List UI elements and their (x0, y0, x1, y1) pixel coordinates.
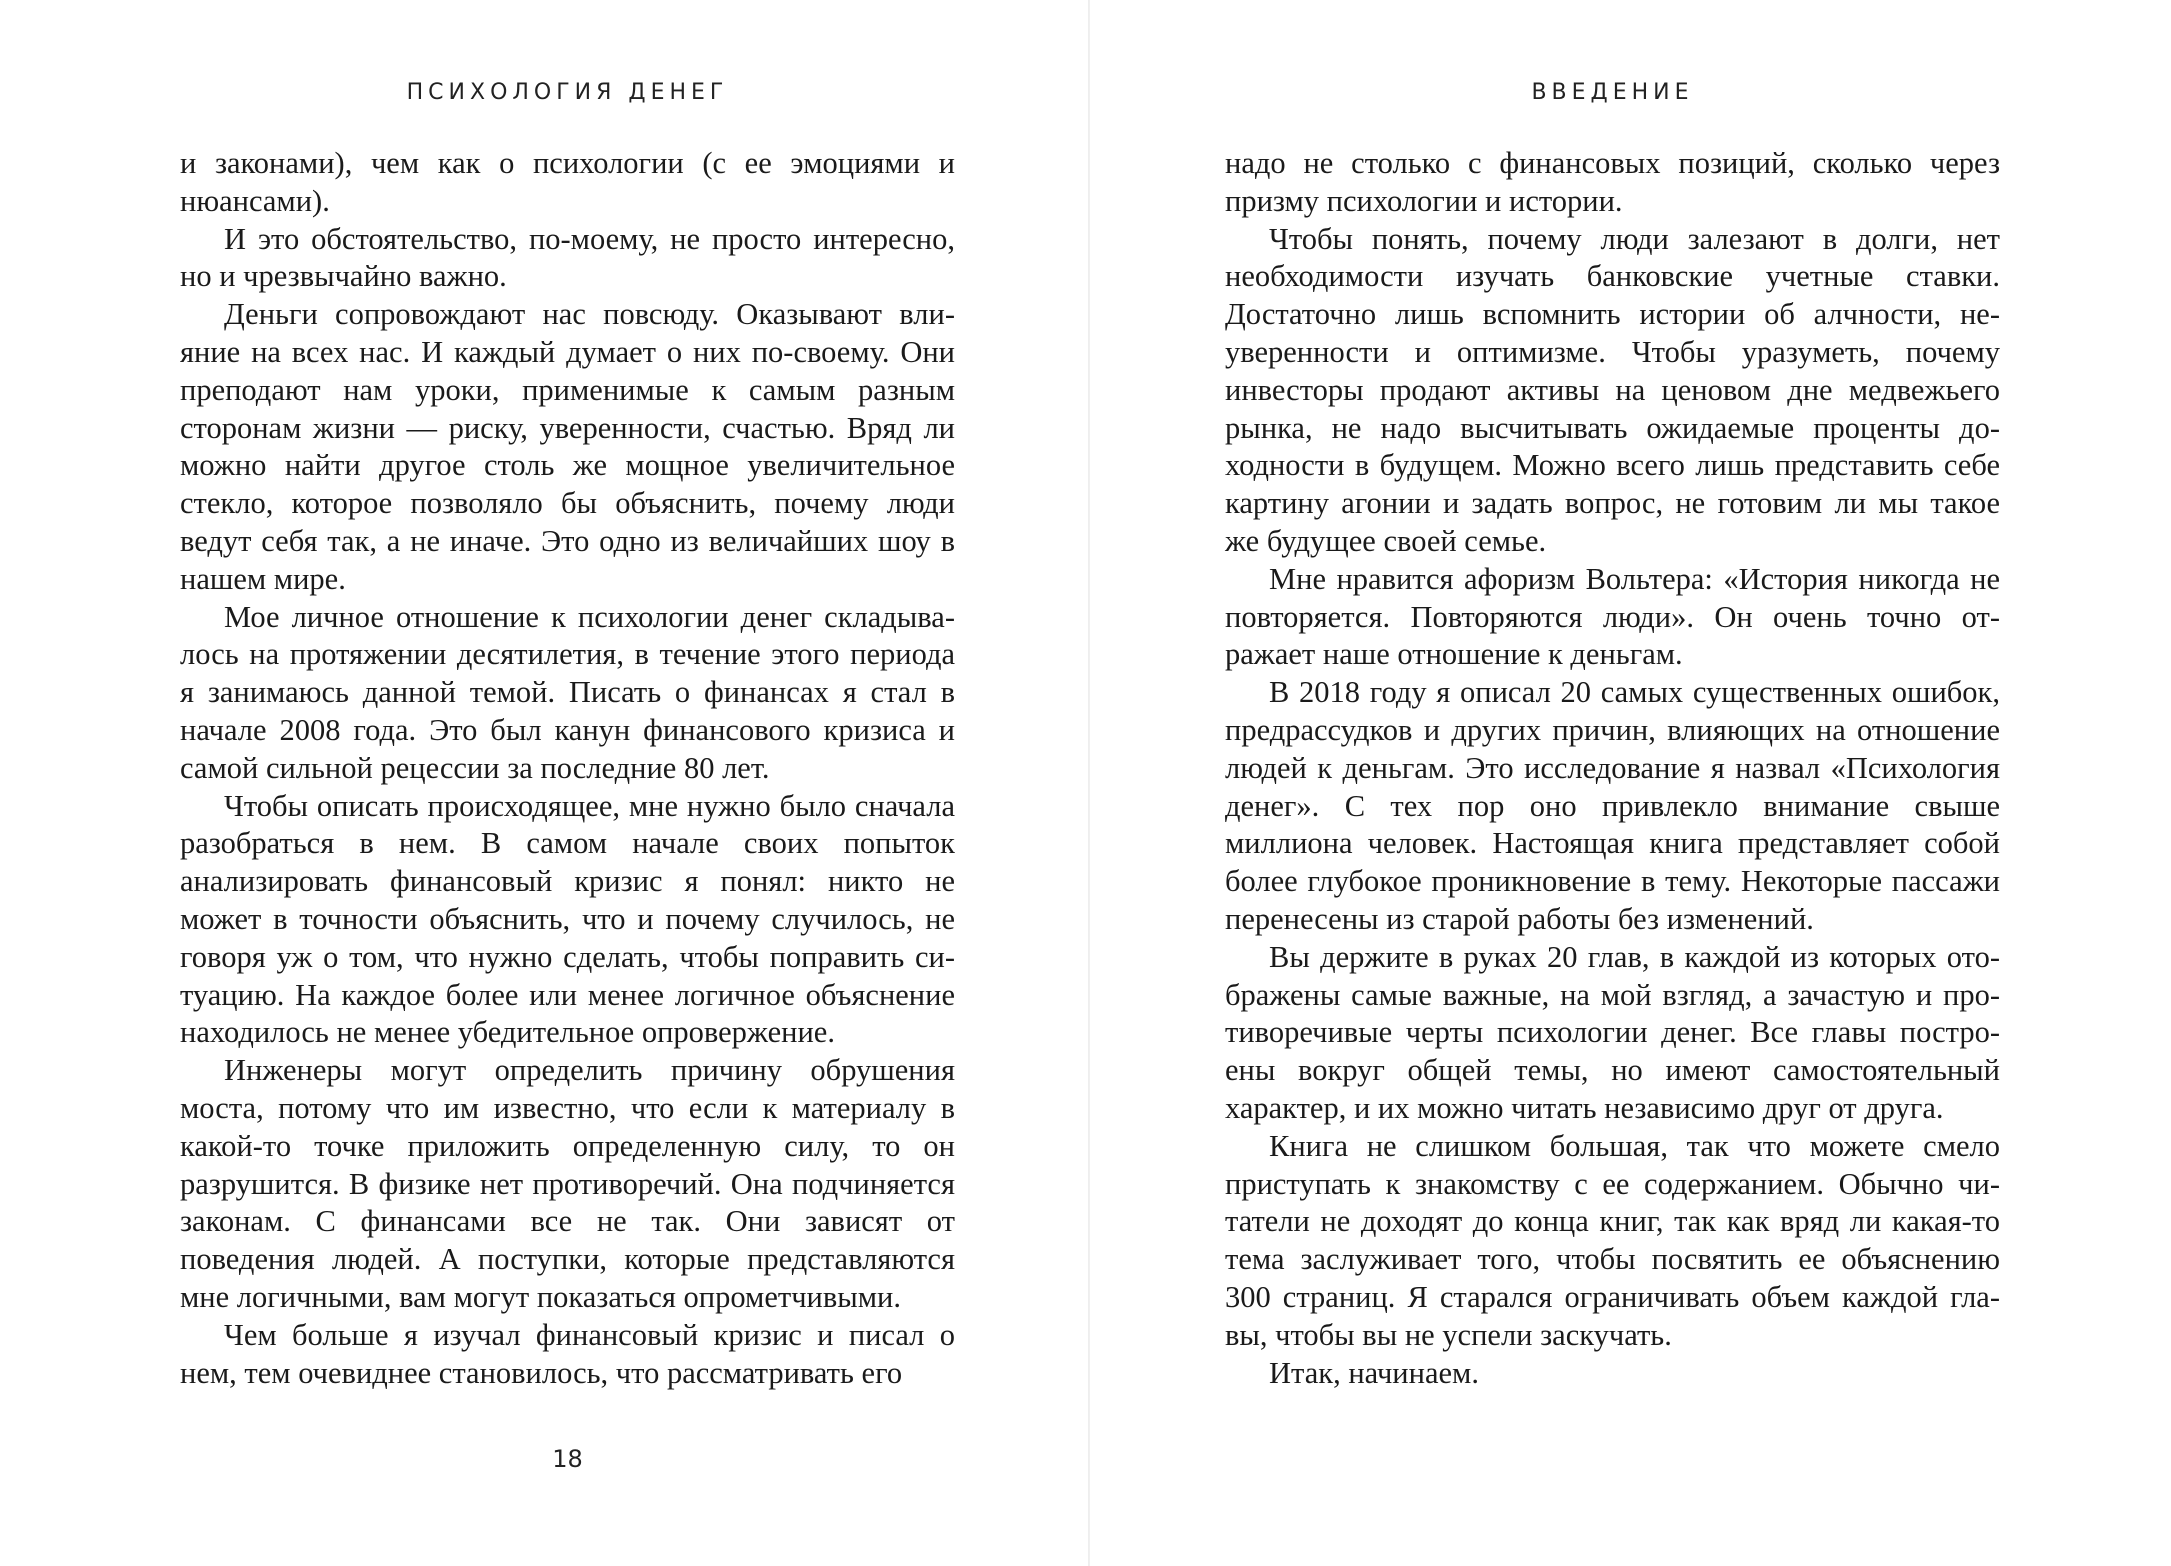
right-page-text (1225, 145, 2000, 1392)
paragraph: Чтобы описать происходящее, мне нужно было сначала разобраться в нем. В самом начале своих попыток анализировать финансовый кризис я понял: никто не может в точности объяснить, что и почему случилось, не говоря уж о том, что нужно сделать, чтобы поправить ситуацию. На каждое более или менее логичное объяснение находилось не менее убедительное опровержение. (180, 788, 955, 1050)
paragraph: Мне нравится афоризм Вольтера: «История никогда не повторяется. Повторяются люди». Он очень точно отражает наше отношение к деньгам. (1225, 561, 2000, 672)
paragraph: Чем больше я изучал финансовый кризис и писал о нем, тем очевиднее становилось, что рассматривать его (180, 1317, 955, 1390)
paragraph: и законами), чем как о психологии (с ее эмоциями и нюансами). (180, 146, 955, 218)
left-page-text (180, 145, 955, 1392)
page-number: 18 (552, 1445, 583, 1473)
paragraph: Деньги сопровождают нас повсюду. Оказывают влияние на всех нас. И каждый думает о них по-своему. Они преподают нам уроки, применимые к самым разным сторонам жизни — риску, уверенности, счастью. Вряд ли можно найти другое столь же мощное увеличительное стекло, которое позволяло бы объяснить, почему люди ведут себя так, а не иначе. Это одно из величайших шоу в нашем мире. (180, 297, 955, 596)
paragraph: Инженеры могут определить причину обрушения моста, потому что им известно, что если к материалу в какой-то точке приложить определенную силу, то он разрушится. В физике нет противоречий. Она подчиняется законам. С финансами все не так. Они зависят от поведения людей. А поступки, которые представляются мне логичными, вам могут показаться опрометчивыми. (180, 1053, 955, 1314)
paragraph: И это обстоятельство, по-моему, не просто интересно, но и чрезвычайно важно. (180, 221, 955, 294)
running-head-right: ВВЕДЕНИЕ (1531, 80, 1694, 105)
paragraph: Чтобы понять, почему люди залезают в долги, нет необходимости изучать банковские учетные ставки. Достаточно лишь вспомнить истории об алчности, неуверенности и оптимизме. Чтобы уразуметь, почему инвесторы продают активы на ценовом дне медвежьего рынка, не надо высчитывать ожидаемые проценты доходности в будущем. Можно всего лишь представить себе картину агонии и задать вопрос, не готовим ли мы такое же будущее своей семье. (1225, 221, 2000, 558)
paragraph: Мое личное отношение к психологии денег складывалось на протяжении десятилетия, в течение этого периода я занимаюсь данной темой. Писать о финансах я стал в начале 2008 года. Это был канун финансового кризиса и самой сильной рецессии за последние 80 лет. (180, 599, 955, 785)
paragraph: Книга не слишком большая, так что можете смело приступать к знакомству с ее содержанием. Обычно читатели не доходят до конца книг, так как вряд ли какая-то тема заслуживает того, чтобы посвятить ее объяснению 300 страниц. Я старался ограничивать объем каждой главы, чтобы вы не успели заскучать. (1225, 1128, 2000, 1352)
paragraph: Вы держите в руках 20 глав, в каждой из которых отображены самые важные, на мой взгляд, а зачастую и противоречивые черты психологии денег. Все главы построены вокруг общей темы, но имеют самостоятельный характер, и их можно читать независимо друг от друга. (1225, 939, 2000, 1125)
paragraph: Итак, начинаем. (1269, 1355, 1479, 1390)
running-head-left: ПСИХОЛОГИЯ ДЕНЕГ (406, 80, 729, 105)
paragraph: надо не столько с финансовых позиций, сколько через призму психологии и истории. (1225, 146, 2000, 218)
paragraph: В 2018 году я описал 20 самых существенных ошибок, предрассудков и других причин, влияющих на отношение людей к деньгам. Это исследование я назвал «Психология денег». С тех пор оно привлекло внимание свыше миллиона человек. Настоящая книга представляет собой более глубокое проникновение в тему. Некоторые пассажи перенесены из старой работы без изменений. (1225, 675, 2000, 936)
